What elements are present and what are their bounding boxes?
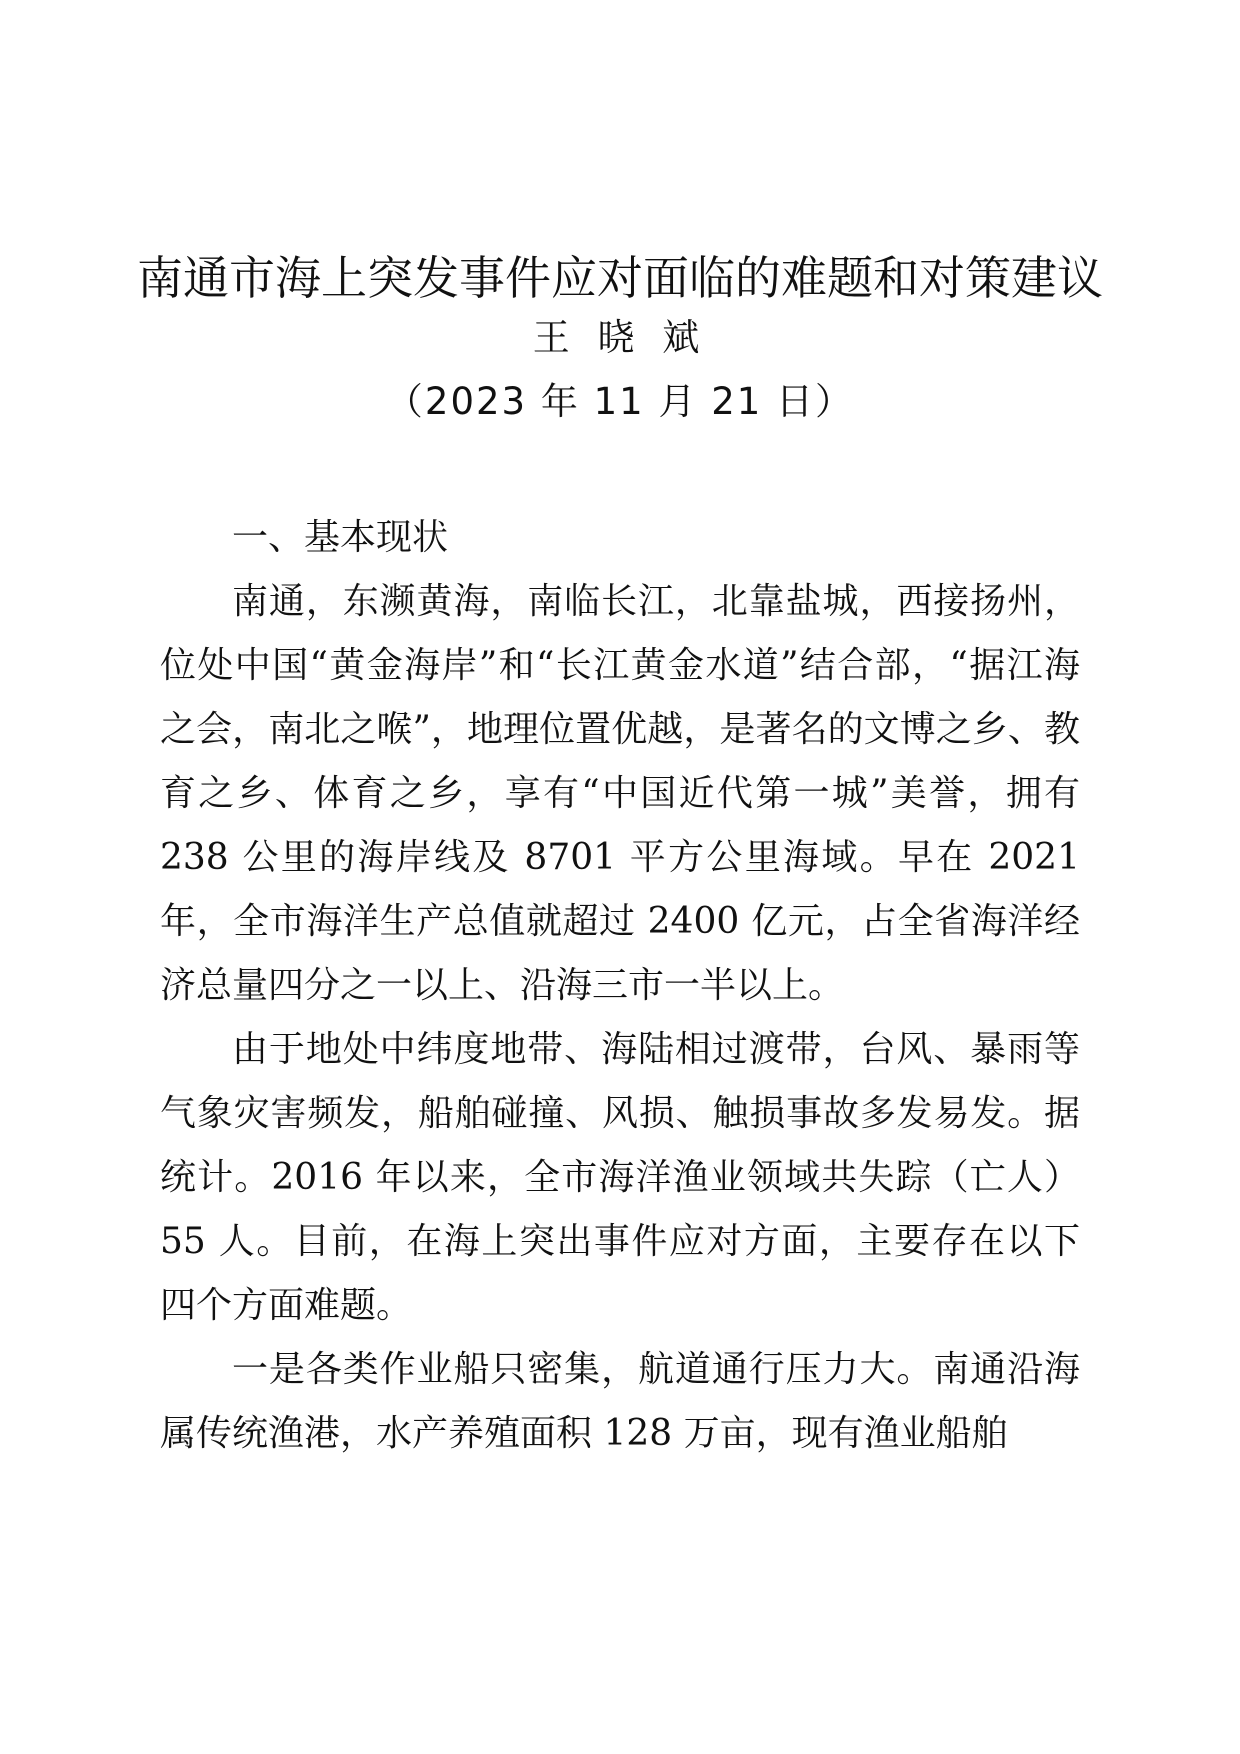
- document-author: 王 晓 斌: [532, 316, 708, 359]
- paragraph: 南通，东濒黄海，南临长江，北靠盐城，西接扬州，位处中国“黄金海岸”和“长江黄金水道”结合部，“据江海之会，南北之喉”，地理位置优越，是著名的文博之乡、教育之乡、体育之乡，享有“中国近代第一城”美誉，拥有 238 公里的海岸线及 8701 平方公里海域。早在 2021 年，全市海洋生产总值就超过 2400 亿元，占全省海洋经济总量四分之一以上、沿海三市一半以上。: [160, 581, 1080, 1006]
- document-date: （2023 年 11 月 21 日）: [385, 380, 855, 423]
- paragraph: 由于地处中纬度地带、海陆相过渡带，台风、暴雨等气象灾害频发，船舶碰撞、风损、触损事故多发易发。据统计。2016 年以来，全市海洋渔业领域共失踪（亡人）55 人。目前，在海上突出事件应对方面，主要存在以下四个方面难题。: [160, 1029, 1080, 1326]
- document-title: 南通市海上突发事件应对面临的难题和对策建议: [137, 251, 1103, 305]
- section-heading: 一、基本现状: [232, 517, 449, 558]
- document-body: [160, 506, 1080, 1466]
- paragraph: 一是各类作业船只密集，航道通行压力大。南通沿海属传统渔港，水产养殖面积 128 万亩，现有渔业船舶: [160, 1349, 1080, 1454]
